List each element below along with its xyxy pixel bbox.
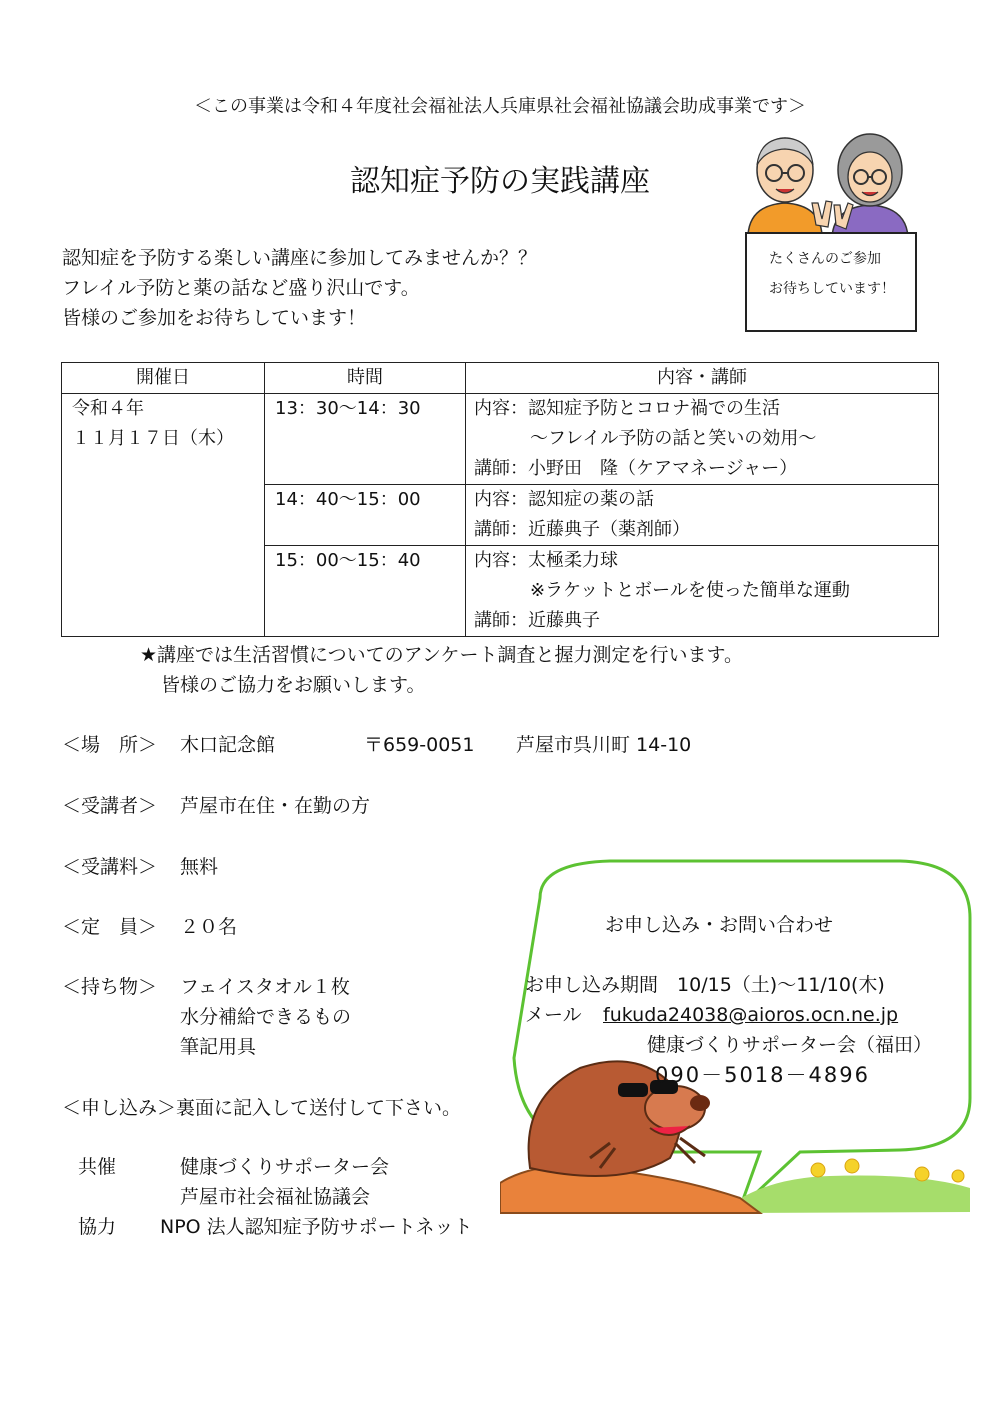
org-name: 健康づくりサポーター会（福田） — [647, 1034, 933, 1056]
header-time: 時間 — [265, 363, 466, 394]
postal-code: 〒659-0051 — [364, 734, 475, 756]
period-row — [525, 970, 932, 1000]
address: 芦屋市呉川町 14-10 — [516, 734, 692, 756]
capacity-row — [62, 912, 237, 942]
page-title: 認知症予防の実践講座 — [350, 164, 650, 199]
header-date: 開催日 — [62, 363, 265, 394]
content-line: 内容：認知症の薬の話 — [474, 489, 654, 510]
period-label: お申し込み期間 — [525, 974, 659, 996]
date-cell — [62, 394, 265, 637]
sponsors — [78, 1152, 472, 1242]
time-cell: 15：00～15：40 — [265, 546, 466, 637]
notes — [140, 640, 743, 700]
capacity-label: ＜定 員＞ — [62, 916, 158, 938]
content-line: ※ラケットとボールを使った簡単な運動 — [530, 580, 850, 601]
sign-line: たくさんのご参加 — [769, 251, 881, 267]
intro-text — [62, 243, 537, 333]
mail-row — [525, 1000, 932, 1030]
place-label: ＜場 所＞ — [62, 734, 158, 756]
fee-label: ＜受講料＞ — [62, 856, 158, 878]
apply-label: ＜申し込み＞ — [62, 1097, 177, 1119]
fee-value: 無料 — [180, 856, 219, 878]
schedule-table — [61, 362, 939, 637]
header-content: 内容・講師 — [466, 363, 939, 394]
note-line: ★講座では生活習慣についてのアンケート調査と握力測定を行います。 — [140, 644, 743, 666]
table-row — [62, 394, 939, 485]
place-row — [62, 730, 691, 760]
items-row — [62, 972, 351, 1062]
date-line: １１月１７日（木） — [72, 428, 234, 449]
contact-box — [525, 910, 932, 1090]
date-line: 令和４年 — [72, 398, 144, 419]
target-value: 芦屋市在住・在勤の方 — [180, 795, 371, 817]
time-cell: 14：40～15：00 — [265, 485, 466, 546]
target-row — [62, 791, 370, 821]
mail-label: メール — [525, 1004, 582, 1026]
host-name: 健康づくりサポーター会 — [180, 1156, 390, 1178]
note-line: 皆様のご協力をお願いします。 — [161, 674, 426, 696]
subsidy-note: ＜この事業は令和４年度社会福祉法人兵庫県社会福祉協議会助成事業です＞ — [194, 96, 806, 117]
item: 水分補給できるもの — [180, 1006, 352, 1028]
coop-label: 協力 — [78, 1216, 117, 1238]
intro-line: フレイル予防と薬の話など盛り沢山です。 — [62, 277, 420, 299]
content-line: 講師：小野田 隆（ケアマネージャー） — [474, 458, 798, 479]
apply-value: 裏面に記入して送付して下さい。 — [176, 1097, 462, 1119]
item: フェイスタオル１枚 — [180, 976, 350, 998]
phone-number: 090－5018－4896 — [655, 1063, 870, 1087]
items-label: ＜持ち物＞ — [62, 976, 158, 998]
target-label: ＜受講者＞ — [62, 795, 158, 817]
table-header-row — [62, 363, 939, 394]
coop-row — [78, 1212, 472, 1242]
content-line: 内容：認知症予防とコロナ禍での生活 — [474, 398, 780, 419]
content-line: 内容：太極柔力球 — [474, 550, 618, 571]
content-line: ～フレイル予防の話と笑いの効用～ — [530, 428, 817, 449]
contact-heading: お申し込み・お問い合わせ — [605, 914, 834, 936]
place-value: 木口記念館 — [180, 734, 276, 756]
time-cell: 13：30～14：30 — [265, 394, 466, 485]
mail-link[interactable]: fukuda24038@aioros.ocn.ne.jp — [603, 1004, 899, 1026]
coop-name: NPO 法人認知症予防サポートネット — [160, 1216, 473, 1238]
capacity-value: ２０名 — [180, 916, 238, 938]
intro-line: 皆様のご参加をお待ちしています！ — [62, 307, 367, 329]
host-name: 芦屋市社会福祉協議会 — [180, 1186, 371, 1208]
period-value: 10/15（土)～11/10(木) — [677, 974, 885, 996]
fee-row — [62, 852, 218, 882]
sign-line: お待ちしています！ — [769, 281, 895, 297]
items-list — [180, 972, 351, 1062]
content-cell — [466, 394, 939, 485]
content-line: 講師：近藤典子（薬剤師） — [474, 519, 690, 540]
content-line: 講師：近藤典子 — [474, 610, 600, 631]
content-cell — [466, 546, 939, 637]
intro-line: 認知症を予防する楽しい講座に参加してみませんか？？ — [62, 247, 538, 269]
host-label: 共催 — [78, 1156, 117, 1178]
apply-row — [62, 1093, 461, 1123]
seniors-sign — [745, 232, 917, 332]
item: 筆記用具 — [180, 1036, 257, 1058]
content-cell — [466, 485, 939, 546]
host-row — [78, 1152, 472, 1182]
